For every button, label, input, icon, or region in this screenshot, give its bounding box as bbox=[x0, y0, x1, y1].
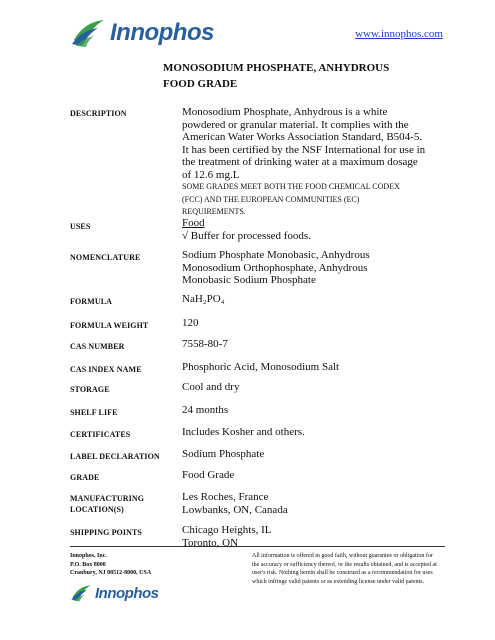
uses-label: USES bbox=[70, 222, 91, 231]
brand-name: Innophos bbox=[110, 19, 214, 46]
label-declaration-label: LABEL DECLARATION bbox=[70, 452, 160, 461]
description-text: Monosodium Phosphate, Anhydrous is a white powdered or granular material. It complies with the American Water Works Association Standard, B504-5. It has been certified by the NSF International for use in the treatment of drinking water at a maximum dosage of 12.6 mg.L SOME GRADES MEET BOTH THE FOOD CHEMICAL CODEX (FCC) AND THE EUROPEAN COMMUNITIES (EC) REQUIREMENTS. bbox=[182, 106, 426, 216]
footer-divider bbox=[70, 546, 445, 547]
description-label: DESCRIPTION bbox=[70, 109, 127, 118]
nomenclature-label: NOMENCLATURE bbox=[70, 253, 141, 262]
shelf-life-label: SHELF LIFE bbox=[70, 408, 118, 417]
uses-item: √ Buffer for processed foods. bbox=[182, 229, 311, 242]
legal-disclaimer: All information is offered in good faith, without guarantee or obligation for the accuracy or sufficiency thereof, or the results obtained, and is accepted at user's risk. Nothing herein shall be construed as a recommendation for uses which infringe valid patents or as extending license under valid patents. bbox=[252, 553, 437, 585]
cas-number-label: CAS NUMBER bbox=[70, 342, 125, 351]
formula-label: FORMULA bbox=[70, 297, 113, 306]
certificates-value: Includes Kosher and others. bbox=[182, 426, 305, 438]
manufacturing-value: Les Roches, France Lowbanks, ON, Canada bbox=[182, 491, 288, 516]
cas-index-name-label: CAS INDEX NAME bbox=[70, 365, 142, 374]
label-declaration-value: Sodium Phosphate bbox=[182, 448, 265, 460]
uses-text bbox=[182, 217, 442, 242]
manufacturing-label: MANUFACTURING LOCATION(S) bbox=[70, 494, 145, 514]
nomenclature-text: Sodium Phosphate Monobasic, Anhydrous Monosodium Orthophosphate, Anhydrous Monobasic Sodium Phosphate bbox=[182, 249, 370, 286]
cas-index-name-value: Phosphoric Acid, Monosodium Salt bbox=[182, 361, 340, 373]
grade-label: GRADE bbox=[70, 473, 100, 482]
footer-logo bbox=[70, 584, 159, 602]
page-title: MONOSODIUM PHOSPHATE, ANHYDROUS FOOD GRADE bbox=[163, 62, 390, 90]
certificates-label: CERTIFICATES bbox=[70, 430, 131, 439]
company-address: Innophos, Inc. P.O. Box 8000 Cranbury, NJ 08512-8000, USA bbox=[70, 553, 152, 576]
uses-heading: Food bbox=[182, 217, 205, 229]
shipping-points-label: SHIPPING POINTS bbox=[70, 528, 142, 537]
innophos-logo bbox=[70, 18, 214, 48]
innophos-logo-mark-icon bbox=[70, 584, 92, 602]
cas-number-value: 7558-80-7 bbox=[182, 338, 228, 350]
innophos-logo-mark-icon bbox=[70, 18, 106, 48]
shelf-life-value: 24 months bbox=[182, 404, 229, 416]
grade-value: Food Grade bbox=[182, 469, 235, 481]
footer-brand-name: Innophos bbox=[95, 584, 159, 602]
storage-value: Cool and dry bbox=[182, 381, 240, 393]
website-link[interactable]: www.innophos.com bbox=[355, 28, 443, 40]
storage-label: STORAGE bbox=[70, 385, 110, 394]
formula-weight-label: FORMULA WEIGHT bbox=[70, 321, 149, 330]
formula-value: NaH₂PO₄ bbox=[182, 293, 225, 305]
formula-weight-value: 120 bbox=[182, 317, 199, 329]
shipping-points-value: Chicago Heights, IL Toronto, ON bbox=[182, 524, 272, 549]
